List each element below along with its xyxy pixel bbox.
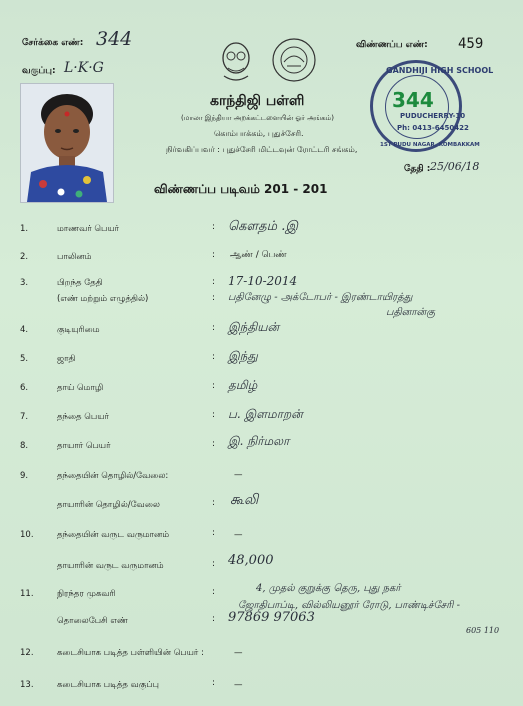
field-4-no: 4.: [20, 325, 29, 335]
colon: :: [212, 293, 216, 303]
colon: :: [212, 587, 216, 597]
colon: :: [212, 528, 216, 538]
field-3-label2: (எண் மற்றும் எழுத்தில்): [57, 294, 149, 304]
field-11-value2: ஜோதிபாப்டி, வில்லியனூர் ரோடு, பாண்டிச்சேரி -: [238, 600, 460, 611]
field-3-value3: பதினான்கு: [386, 307, 436, 318]
header-line-3: நிர்வகிப்பவர் : புதுச்சேரி மிட்டவுன் ரோட்டரி சங்கம்,: [166, 145, 358, 154]
field-12-label: கடைசியாக படித்த பள்ளியின் பெயர் :: [57, 648, 204, 658]
colon: :: [212, 498, 216, 508]
field-11-value: 4, முதல் குறுக்கு தெரு, புது நகர்: [256, 583, 401, 594]
field-8-no: 8.: [20, 441, 29, 451]
field-11-no: 11.: [20, 589, 34, 599]
application-no-label: விண்ணப்ப எண்:: [356, 40, 428, 50]
field-12-no: 12.: [20, 648, 34, 658]
field-10-value: —: [234, 530, 243, 540]
field-6-label: தாய் மொழி: [57, 383, 104, 393]
field-6-value: தமிழ்: [228, 378, 258, 392]
field-3-label: பிறந்த தேதி: [57, 278, 103, 288]
class-label: வகுப்பு:: [22, 66, 56, 76]
colon: :: [212, 277, 216, 287]
field-3-value: 17-10-2014: [228, 274, 298, 288]
header-line-1: (மாலா இந்தியா அறக்கட்டளையின் ஓர் அங்கம்): [181, 114, 334, 122]
field-6-no: 6.: [20, 383, 29, 393]
colon: :: [212, 323, 216, 333]
field-7-no: 7.: [20, 412, 29, 422]
field-2-no: 2.: [20, 252, 29, 262]
field-5-no: 5.: [20, 354, 29, 364]
field-12-value: —: [234, 648, 243, 658]
field-2-value: ஆண் / பெண்: [230, 250, 287, 260]
field-1-value: கௌதம் .இ: [228, 219, 299, 234]
colon: :: [212, 222, 216, 232]
colon: :: [212, 678, 216, 688]
colon: :: [212, 614, 216, 624]
field-3-value2: பதினேழு - அக்டோபர் - இரண்டாயிரத்து: [228, 292, 413, 303]
field-4-label: குடியுரிமை: [57, 325, 100, 335]
colon: :: [212, 439, 216, 449]
child-photo-image: [21, 84, 113, 202]
field-1-label: மாணவர் பெயர்: [57, 224, 120, 234]
stamp-mid-text: PUDUCHERRY-10: [400, 112, 466, 120]
stamp-bottom-text: 1ST PUDU NAGAR, KOMBAKKAM: [380, 142, 480, 148]
field-9b-value: கூலி: [230, 492, 259, 508]
field-10b-value: 48,000: [228, 553, 274, 568]
field-10-label: தந்தையின் வருட வருமானம்: [57, 530, 170, 540]
date-value: 25/06/18: [430, 160, 480, 173]
field-11-value3: 605 110: [466, 626, 500, 635]
field-3-no: 3.: [20, 278, 29, 288]
school-name: காந்திஜி பள்ளி: [210, 93, 305, 109]
stamp-number: 344: [392, 88, 434, 112]
student-photo: [20, 83, 114, 203]
field-13-no: 13.: [20, 680, 34, 690]
field-7-label: தந்தை பெயர்: [57, 412, 109, 422]
phone-value: 97869 97063: [228, 610, 315, 625]
stamp-top-text: GANDHIJI HIGH SCHOOL: [386, 66, 494, 75]
field-13-value: —: [234, 680, 243, 690]
field-10-no: 10.: [20, 530, 34, 540]
field-13-label: கடைசியாக படித்த வகுப்பு: [57, 680, 159, 690]
field-5-label: ஜாதி: [57, 354, 76, 364]
field-9-value: —: [234, 470, 243, 480]
field-9-label: தந்தையின் தொழில்/வேலை:: [57, 471, 169, 481]
field-10b-label: தாயாரின் வருட வருமானம்: [57, 561, 164, 571]
colon: :: [212, 559, 216, 569]
class-value: L·K·G: [64, 60, 104, 76]
colon: :: [212, 410, 216, 420]
phone-label: தொலைபேசி எண்: [57, 616, 128, 626]
application-no-value: 459: [458, 36, 484, 52]
date-label: தேதி :: [404, 164, 431, 174]
field-2-label: பாலினம்: [57, 252, 92, 262]
colon: :: [212, 381, 216, 391]
header-line-2: கொம்பாக்கம், புதுச்சேரி.: [214, 129, 304, 138]
gandhi-portrait-icon: [214, 38, 258, 82]
admission-no-value: 344: [96, 28, 133, 50]
field-4-value: இந்தியன்: [228, 320, 280, 334]
field-7-value: ப. இளமாறன்: [228, 407, 303, 421]
field-9-no: 9.: [20, 471, 29, 481]
stamp-phone: Ph: 0413-6450422: [397, 124, 469, 132]
admission-no-label: சேர்க்கை எண்:: [22, 38, 84, 48]
field-11-label: நிரந்தர முகவரி: [57, 589, 116, 599]
school-logo-icon: [270, 36, 318, 84]
field-8-label: தாயார் பெயர்: [57, 441, 111, 451]
colon: :: [212, 352, 216, 362]
form-title: விண்ணப்ப படிவம் 201 - 201: [154, 182, 328, 196]
field-1-no: 1.: [20, 224, 29, 234]
field-8-value: இ. நிர்மலா: [228, 434, 290, 448]
colon: :: [212, 250, 216, 260]
field-5-value: இந்து: [228, 349, 258, 363]
field-9b-label: தாயாரின் தொழில்/வேலை: [57, 500, 160, 510]
